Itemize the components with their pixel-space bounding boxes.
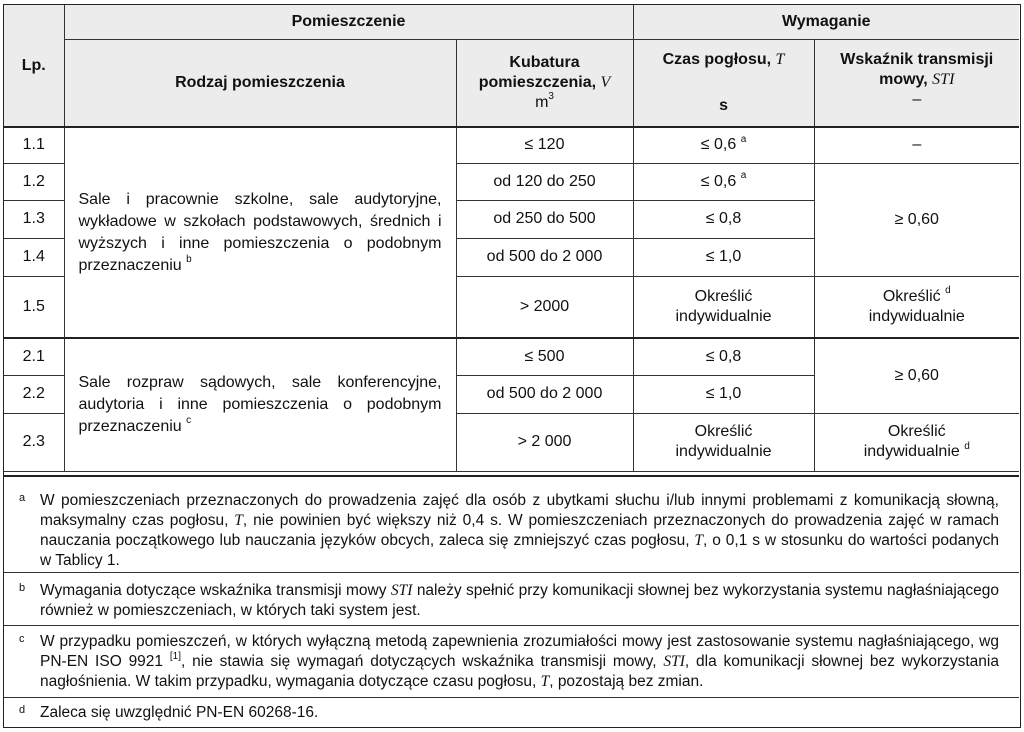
footnote-divider bbox=[4, 625, 1019, 626]
footnotes bbox=[4, 475, 1019, 727]
row-number: 1.2 bbox=[4, 163, 64, 200]
kubatura-cell: od 500 do 2 000 bbox=[456, 238, 633, 276]
row-number: 2.2 bbox=[4, 375, 64, 413]
sti-cell: Określić $^d$ indywidualnie bbox=[814, 276, 1019, 338]
group-1-description: Sale i pracownie szkolne, sale audytoryjne, wykładowe w szkołach podstawowych, średnich i wyższych i inne pomieszczenia o podobnym przeznaczeniu $^b$ bbox=[64, 127, 456, 338]
czas-cell: Określić indywidualnie bbox=[633, 413, 814, 471]
sti-cell: Określić indywidualnie $^d$ bbox=[814, 413, 1019, 471]
kubatura-cell: > 2 000 bbox=[456, 413, 633, 471]
sti-cell: – bbox=[814, 127, 1019, 163]
footnote-a: a W pomieszczeniach przeznaczonych do prowadzenia zajęć dla osób z ubytkami słuchu i/lub innymi problemami z komunikacją słowną, maksymalny czas pogłosu, T, nie powinien być większy niż 0,4 s. W pomieszczeniach przeznaczonych do prowadzenia zajęć w ramach nauczania początkowego lub nauczania języków obcych, zaleca się zmniejszyć czas pogłosu, T, o 0,1 s w stosunku do wartości podanych w Tablicy 1. bbox=[19, 492, 999, 569]
table-row bbox=[4, 127, 1019, 163]
header-kubatura: Kubatura pomieszczenia, V $m^3$ bbox=[456, 39, 633, 127]
czas-cell: ≤ 0,6 $^a$ bbox=[633, 163, 814, 200]
row-number: 1.3 bbox=[4, 200, 64, 238]
header-pomieszczenie: Pomieszczenie bbox=[64, 5, 633, 39]
header-wymaganie: Wymaganie bbox=[633, 5, 1019, 39]
header-rodzaj: Rodzaj pomieszczenia bbox=[64, 39, 456, 127]
row-number: 2.1 bbox=[4, 338, 64, 375]
requirements-table bbox=[4, 5, 1019, 472]
group-2-description: Sale rozpraw sądowych, sale konferencyjne, audytoria i inne pomieszczenia o podobnym przeznaczeniu $^c$ bbox=[64, 338, 456, 471]
row-number: 1.4 bbox=[4, 238, 64, 276]
footnote-divider bbox=[4, 572, 1019, 573]
table-row bbox=[4, 338, 1019, 375]
header-czas: Czas pogłosu, T s bbox=[633, 39, 814, 127]
kubatura-cell: ≤ 500 bbox=[456, 338, 633, 375]
row-number: 1.5 bbox=[4, 276, 64, 338]
row-number: 1.1 bbox=[4, 127, 64, 163]
czas-cell: ≤ 1,0 bbox=[633, 238, 814, 276]
kubatura-cell: ≤ 120 bbox=[456, 127, 633, 163]
footnote-divider bbox=[4, 697, 1019, 698]
header-lp: Lp. bbox=[4, 5, 64, 127]
kubatura-cell: od 500 do 2 000 bbox=[456, 375, 633, 413]
header-sti: Wskaźnik transmisji mowy, STI – bbox=[814, 39, 1019, 127]
sti-merged-cell: ≥ 0,60 bbox=[814, 163, 1019, 276]
row-number: 2.3 bbox=[4, 413, 64, 471]
sti-merged-cell: ≥ 0,60 bbox=[814, 338, 1019, 413]
czas-cell: ≤ 0,8 bbox=[633, 338, 814, 375]
czas-cell: ≤ 1,0 bbox=[633, 375, 814, 413]
footnote-d: d Zaleca się uwzględnić PN-EN 60268-16. bbox=[19, 704, 319, 721]
footnote-b: b Wymagania dotyczące wskaźnika transmisji mowy STI należy spełnić przy komunikacji słownej bez wykorzystania systemu nagłaśniającego również w pomieszczeniach, w których taki system jest. bbox=[19, 582, 999, 619]
footnote-c: c W przypadku pomieszczeń, w których wyłączną metodą zapewnienia zrozumiałości mowy jest zastosowanie systemu nagłaśniającego, wg PN-EN ISO 9921 [1], nie stawia się wymagań dotyczących wskaźnika transmisji mowy, STI, dla komunikacji słownej bez wykorzystania nagłośnienia. W takim przypadku, wymagania dotyczące czasu pogłosu, T, pozostają bez zmian. bbox=[19, 633, 999, 690]
czas-cell: Określić indywidualnie bbox=[633, 276, 814, 338]
czas-cell: ≤ 0,6 $^a$ bbox=[633, 127, 814, 163]
requirements-table-frame bbox=[3, 4, 1021, 728]
kubatura-cell: > 2000 bbox=[456, 276, 633, 338]
czas-cell: ≤ 0,8 bbox=[633, 200, 814, 238]
kubatura-cell: od 250 do 500 bbox=[456, 200, 633, 238]
kubatura-cell: od 120 do 250 bbox=[456, 163, 633, 200]
